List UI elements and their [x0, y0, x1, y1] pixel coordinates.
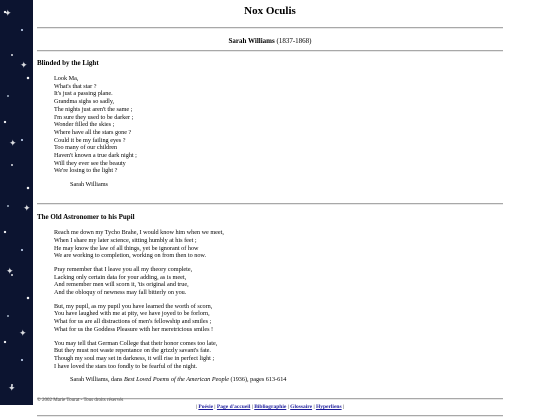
- poem-line: Too many of our children: [54, 144, 118, 152]
- poem-line: When I share my later science, sitting humbly at his feet ;: [54, 236, 197, 244]
- star-icon: ✦: [19, 329, 27, 339]
- poem-line: The nights just aren't the same ;: [54, 105, 133, 113]
- nav-link-2[interactable]: Bibliographie: [254, 404, 287, 411]
- poem-line: Wonder filled the skies ;: [54, 121, 115, 129]
- copyright-notice: © 2002 Marie Tourat - Tous droits réservés: [37, 398, 124, 403]
- poem-line: Pray remember that I leave you all my theory complete,: [54, 265, 193, 273]
- poem-line: Lacking only certain data for your adding, as is meet,: [54, 273, 187, 281]
- poem-body: [37, 229, 503, 370]
- star-icon: ✦: [4, 9, 12, 19]
- poem-line: You may tell that German College that their honor comes too late,: [54, 339, 218, 347]
- author-heading: [37, 36, 503, 46]
- nav-link-4[interactable]: Hyperliens: [315, 404, 342, 411]
- starry-sidebar: [0, 0, 33, 405]
- poem-line: And the obloquy of newness may fall bitterly on you.: [54, 289, 187, 297]
- citation-book: Best Loved Poems of the American People: [123, 376, 229, 384]
- poem-line: But they must not waste repentance on the grizzly savant's fate.: [54, 347, 211, 355]
- star-icon: ✦: [23, 204, 31, 214]
- poem-line: He may know the law of all things, yet be ignorant of how: [54, 244, 199, 252]
- nav-separator: |: [195, 404, 197, 411]
- poem-line: I'm sure they used to be darker ;: [54, 113, 134, 121]
- poem-line: Haven't known a true dark night ;: [54, 152, 137, 160]
- poem-line: What for us are all distractions of men's fellowship and smiles ;: [54, 318, 212, 326]
- page-title: Nox Oculis: [244, 5, 296, 17]
- poem-line: Grandma sighs so sadly,: [54, 98, 115, 106]
- star-icon: ✦: [20, 61, 28, 71]
- star-icon: ✦: [6, 267, 14, 277]
- poem-signature: Sarah Williams: [70, 181, 108, 189]
- poem-line: Though my soul may set in darkness, it will rise in perfect light ;: [54, 354, 215, 362]
- poem-line: Could it be my failing eyes ?: [54, 136, 126, 144]
- poem-line: And remember men will scorn it, 'tis original and true,: [54, 281, 189, 289]
- poem-line: Where have all the stars gone ?: [54, 128, 132, 136]
- poem-body: [37, 75, 503, 175]
- nav-separator: |: [214, 404, 216, 411]
- citation-prefix: Sarah Williams, dans: [70, 376, 124, 384]
- poem-line: What's that star ?: [54, 82, 97, 90]
- poem-line: What for us the Goddess Pleasure with her meretricious smiles !: [54, 325, 214, 333]
- poem-title: Blinded by the Light: [37, 59, 99, 67]
- author-dates: (1837-1868): [276, 37, 312, 45]
- poem-line: But, my pupil, as my pupil you have learned the worth of scorn,: [54, 302, 213, 310]
- nav-separator: |: [287, 404, 289, 411]
- poem-line: You have laughed with me at pity, we have joyed to be forlorn,: [54, 310, 210, 318]
- poem-title: The Old Astronomer to his Pupil: [37, 213, 135, 222]
- nav-separator: |: [342, 404, 345, 411]
- citation-suffix: (1936), pages 613-614: [229, 376, 287, 384]
- author-name: Sarah Williams: [228, 37, 275, 45]
- poem-line: Reach me down my Tycho Brahe, I would know him when we meet,: [54, 229, 224, 237]
- citation: [37, 376, 503, 384]
- nav-separator: |: [313, 404, 315, 411]
- nav-separator: |: [251, 404, 253, 411]
- nav-link-1[interactable]: Page d'accueil: [216, 404, 251, 411]
- poem-line: Will they ever see the beauty: [54, 159, 126, 167]
- poem-line: Look Ma,: [54, 75, 79, 82]
- star-icon: ✦: [8, 384, 16, 394]
- nav-link-0[interactable]: Poésie: [198, 404, 214, 411]
- star-icon: ✦: [9, 139, 17, 149]
- poem-line: We're losing to the light ?: [54, 167, 118, 175]
- poem-line: We are working to completion, working on from then to now.: [54, 252, 207, 260]
- poem-line: I have loved the stars too fondly to be fearful of the night.: [54, 362, 198, 370]
- poem-line: It's just a passing plane.: [54, 90, 113, 98]
- nav-link-3[interactable]: Glossaire: [290, 404, 313, 411]
- main-content: [37, 0, 503, 417]
